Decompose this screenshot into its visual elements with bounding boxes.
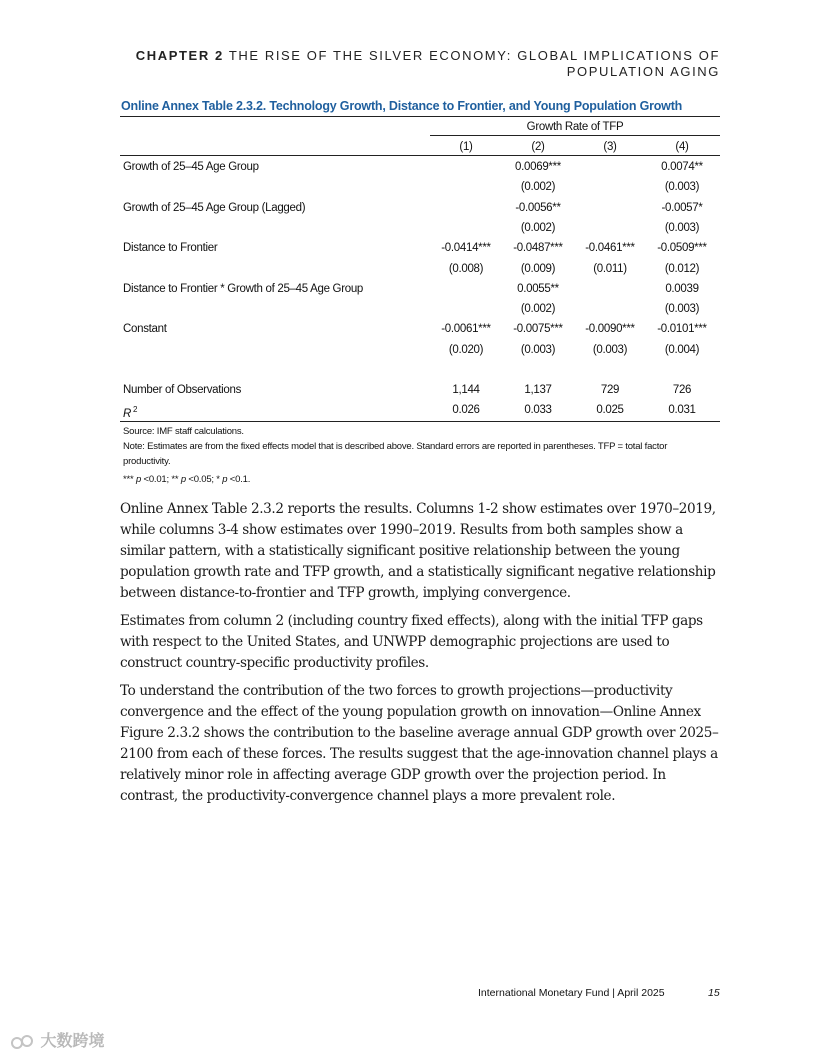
table-note-line1: Note: Estimates are from the fixed effects model that is described above. Standard errors are reported in parentheses. TFP = total factor xyxy=(123,441,668,452)
row-label: Distance to Frontier * Growth of 25–45 Age Group xyxy=(123,283,364,295)
table-note-line2: productivity. xyxy=(123,456,171,467)
row-label: Growth of 25–45 Age Group xyxy=(123,161,259,173)
chapter-title-line2: POPULATION AGING xyxy=(566,64,720,79)
stat-cell: 0.026 xyxy=(452,404,480,416)
group-header: Growth Rate of TFP xyxy=(526,121,624,133)
stat-cell: 0.031 xyxy=(668,404,696,416)
row-label: Distance to Frontier xyxy=(123,242,218,254)
column-header: (1) xyxy=(459,141,473,153)
body-paragraph-2: Estimates from column 2 (including country fixed effects), along with the initial TFP gaps with respect to the United States, and UNWPP demographic projections are used to construct country-specific productivity profiles. xyxy=(120,613,703,671)
table-title: Online Annex Table 2.3.2. Technology Growth, Distance to Frontier, and Young Population Growth xyxy=(121,99,683,113)
stat-cell: 1,137 xyxy=(524,384,552,396)
group-header-rule xyxy=(430,135,720,136)
se-cell: (0.003) xyxy=(520,344,556,356)
coef-cell: -0.0090*** xyxy=(585,323,635,335)
se-cell: (0.003) xyxy=(592,344,628,356)
coef-cell: 0.0055** xyxy=(517,283,559,295)
coef-cell: -0.0056** xyxy=(515,202,561,214)
se-cell: (0.002) xyxy=(520,181,556,193)
coef-cell: -0.0487*** xyxy=(513,242,563,254)
coef-cell: -0.0509*** xyxy=(657,242,707,254)
table-notes xyxy=(123,424,723,487)
se-cell: (0.011) xyxy=(593,263,627,275)
table-top-rule xyxy=(120,116,720,117)
watermark xyxy=(10,1028,104,1051)
table-bottom-rule xyxy=(120,421,720,422)
stat-cell: 729 xyxy=(600,384,620,396)
se-cell: (0.012) xyxy=(664,263,700,275)
se-cell: (0.009) xyxy=(520,263,556,275)
se-cell: (0.002) xyxy=(520,303,556,315)
se-cell: (0.008) xyxy=(448,263,484,275)
chapter-title-line1: THE RISE OF THE SILVER ECONOMY: GLOBAL IMPLICATIONS OF xyxy=(228,48,720,63)
se-cell: (0.003) xyxy=(664,222,700,234)
coef-cell: 0.0039 xyxy=(665,283,699,295)
column-header-rule xyxy=(120,155,720,156)
stat-cell: 726 xyxy=(672,384,692,396)
coef-cell: -0.0101*** xyxy=(657,323,707,335)
coef-cell: -0.0461*** xyxy=(585,242,635,254)
body-text xyxy=(120,499,725,814)
watermark-text: 大数跨境 xyxy=(40,1033,105,1050)
footer-page-number: 15 xyxy=(708,987,720,999)
body-paragraph-3: To understand the contribution of the two forces to growth projections—productivity convergence and the effect of the young population growth on innovation—Online Annex Figure 2.3.2 shows the contribution to the baseline average annual GDP growth over 2025–2100 from each of these forces. The results suggest that the age-innovation channel plays a relatively minor role in affecting average GDP growth over the projection period. In contrast, the productivity-convergence channel plays a more prevalent role. xyxy=(120,683,719,804)
se-cell: (0.003) xyxy=(664,181,700,193)
watermark-logo-icon xyxy=(10,1033,36,1051)
stat-cell: 1,144 xyxy=(452,384,480,396)
column-header: (2) xyxy=(531,141,545,153)
r-superscript: 2 xyxy=(133,405,138,414)
coef-cell: -0.0414*** xyxy=(441,242,491,254)
stat-cell: 0.025 xyxy=(596,404,624,416)
footer-publisher: International Monetary Fund | April 2025 xyxy=(478,987,665,999)
coef-cell: -0.0075*** xyxy=(513,323,563,335)
coef-cell: 0.0069*** xyxy=(515,161,561,173)
se-cell: (0.003) xyxy=(664,303,700,315)
se-cell: (0.002) xyxy=(520,222,556,234)
running-header xyxy=(100,48,720,80)
chapter-label: CHAPTER 2 xyxy=(135,48,224,63)
coef-cell: -0.0061*** xyxy=(441,323,491,335)
table-source: Source: IMF staff calculations. xyxy=(123,426,244,437)
coef-cell: 0.0074** xyxy=(661,161,703,173)
row-label: Constant xyxy=(123,323,167,335)
row-label: Growth of 25–45 Age Group (Lagged) xyxy=(123,202,306,214)
column-header: (4) xyxy=(675,141,689,153)
coef-cell: -0.0057* xyxy=(661,202,703,214)
se-cell: (0.004) xyxy=(664,344,700,356)
r-letter: R xyxy=(123,407,132,420)
stat-cell: 0.033 xyxy=(524,404,552,416)
column-header: (3) xyxy=(603,141,617,153)
body-paragraph-1: Online Annex Table 2.3.2 reports the results. Columns 1-2 show estimates over 1970–2019, while columns 3-4 show estimates over 1990–2019. Results from both samples show a similar pattern, with a statistically significant positive relationship between the young population growth rate and TFP growth, and a statistically significant negative relationship between distance-to-frontier and TFP growth, implying convergence. xyxy=(120,501,716,601)
stat-label-observations: Number of Observations xyxy=(123,384,242,396)
stat-label-r-squared xyxy=(123,403,137,421)
significance-legend: *** p <0.01; ** p <0.05; * p <0.1. xyxy=(123,474,251,485)
se-cell: (0.020) xyxy=(448,344,484,356)
